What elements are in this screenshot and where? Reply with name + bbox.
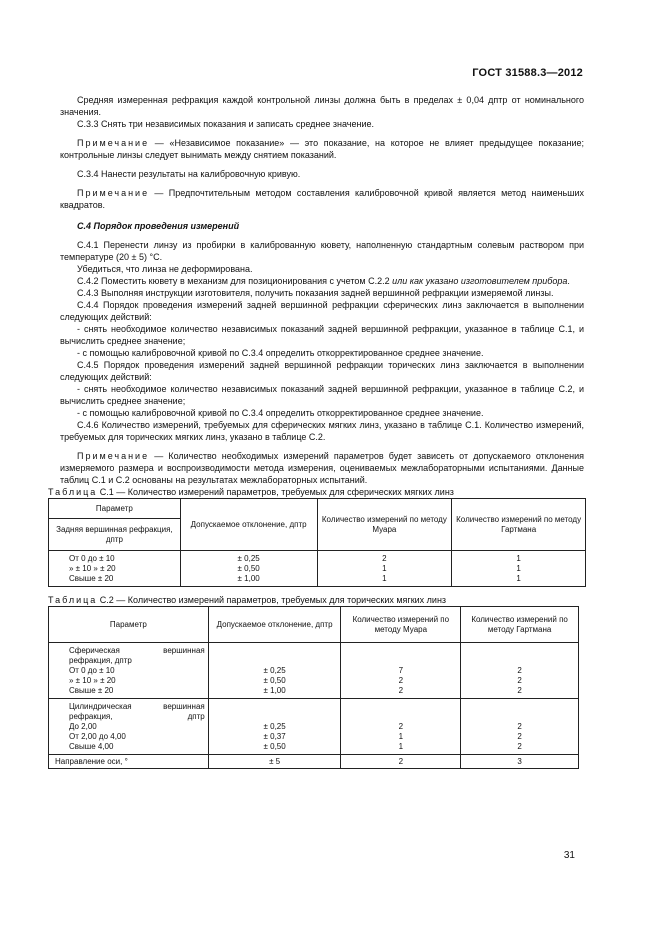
paragraph-italic: или как указано изготовителем прибора (392, 276, 568, 286)
cell: 2 (398, 676, 404, 685)
list-item: - снять необходимое количество независимых показаний задней вершинной рефракции, указанное в таблице С.1, и вычислить среднее значение; (60, 324, 584, 346)
cell: От 0 до ± 10 (69, 554, 115, 563)
cell: 2 (382, 554, 387, 563)
paragraph: С.4.5 Порядок проведения измерений задней вершинной рефракции торических линз заключается в выполнении следующих действий: (60, 360, 584, 382)
col-tolerance (208, 643, 341, 699)
header-hartmann: Количество измерений по методу Гартмана (452, 499, 586, 551)
header-param: Параметр (49, 607, 209, 643)
col-moire (317, 551, 452, 587)
cell: До 2,00 (69, 722, 97, 731)
note (60, 450, 584, 486)
cell: 2 (341, 755, 461, 769)
col-hartmann (452, 551, 586, 587)
note-label: Примечание (77, 188, 150, 198)
cell: 1 (382, 564, 387, 573)
header-subparam: Задняя вершинная рефракция, дптр (49, 519, 181, 551)
cell: 3 (461, 755, 579, 769)
cell: ± 0,37 (263, 732, 286, 741)
group-title: Сферическая вершинная рефракция, дптр (69, 646, 205, 665)
note-text: — Количество необходимых измерений параметров будет зависеть от допускаемого отклонения измеряемого размера и воспроизводимости метода измерения, оцениваемых межлабораторными испытаниями. Данные таблиц С.1 и С.2 основаны на результатах межлабораторных испытаний. (60, 451, 584, 485)
cell: 7 (398, 666, 404, 675)
cell: ± 1,00 (263, 686, 286, 695)
document-body (48, 94, 584, 769)
cell: 2 (517, 666, 522, 675)
cell: 2 (517, 686, 522, 695)
table-c1 (48, 498, 586, 587)
table-caption (48, 486, 584, 498)
note (60, 137, 584, 161)
cell: ± 0,50 (263, 742, 286, 751)
paragraph: С.4.3 Выполняя инструкции изготовителя, получить показания задней вершинной рефракции измеряемой линзы. (77, 288, 554, 298)
col-param (49, 551, 181, 587)
cell: Свыше ± 20 (69, 686, 114, 695)
cell: 2 (398, 722, 404, 731)
paragraph: С.4.6 Количество измерений, требуемых для сферических мягких линз, указано в таблице С.1. Количество измерений, требуемых для торических мягких линз, указано в таблице С.2. (60, 420, 584, 442)
cell: » ± 10 » ± 20 (69, 676, 116, 685)
paragraph-text: С.4.2 Поместить кювету в механизм для позиционирования с учетом С.2.2 (77, 276, 393, 286)
cell: 1 (516, 554, 521, 563)
table-c2 (48, 606, 579, 769)
cell: 1 (516, 574, 521, 583)
cell: Направление оси, ° (49, 755, 209, 769)
standard-header: ГОСТ 31588.3—2012 (472, 67, 583, 79)
note-label: Примечание (77, 451, 150, 461)
cell: 1 (398, 732, 404, 741)
col-param (49, 643, 209, 699)
col-moire (341, 699, 461, 755)
header-param: Параметр (49, 499, 181, 519)
paragraph (60, 275, 584, 287)
cell: ± 0,50 (263, 676, 286, 685)
note (60, 187, 584, 211)
paragraph: С.3.4 Нанести результаты на калибровочную кривую. (77, 169, 301, 179)
cell: Свыше ± 20 (69, 574, 114, 583)
list-item: - снять необходимое количество независимых показаний задней вершинной рефракции, указанное в таблице С.2, и вычислить среднее значение; (60, 384, 584, 406)
cell: 1 (516, 564, 521, 573)
cell: 1 (398, 742, 404, 751)
note-text: — «Независимое показание» — это показание, на которое не влияет предыдущее показание; контрольные линзы следует вынимать между снятием показаний. (60, 138, 584, 160)
cell: » ± 10 » ± 20 (69, 564, 116, 573)
note-label: Примечание (77, 138, 150, 148)
list-item: - с помощью калибровочной кривой по С.3.4 определить откорректированное среднее значение. (77, 348, 484, 358)
col-tolerance (180, 551, 317, 587)
cell: ± 0,25 (237, 554, 260, 563)
header-moire: Количество измерений по методу Муара (317, 499, 452, 551)
section-heading: С.4 Порядок проведения измерений (77, 221, 240, 231)
cell: ± 0,25 (263, 722, 286, 731)
header-tolerance: Допускаемое отклонение, дптр (180, 499, 317, 551)
group-title: Цилиндрическая вершинная рефракция, дптр (69, 702, 205, 721)
paragraph: Убедиться, что линза не деформирована. (77, 264, 253, 274)
cell: ± 0,50 (237, 564, 260, 573)
cell: 2 (517, 722, 522, 731)
header-moire: Количество измерений по методу Муара (341, 607, 461, 643)
col-moire (341, 643, 461, 699)
cell: 2 (517, 732, 522, 741)
page-number: 31 (563, 850, 575, 861)
cell: ± 5 (208, 755, 341, 769)
cell: 2 (517, 676, 522, 685)
cell: ± 1,00 (237, 574, 260, 583)
cell: От 2,00 до 4,00 (69, 732, 126, 741)
col-hartmann (461, 643, 579, 699)
list-item: - с помощью калибровочной кривой по С.3.4 определить откорректированное среднее значение. (77, 408, 484, 418)
cell: ± 0,25 (263, 666, 286, 675)
cell: Свыше 4,00 (69, 742, 114, 751)
col-tolerance (208, 699, 341, 755)
table-caption (48, 594, 584, 606)
caption-label: Таблица (48, 595, 98, 605)
paragraph: С.3.3 Снять три независимых показания и записать среднее значение. (77, 119, 374, 129)
caption-text: С.2 — Количество измерений параметров, требуемых для торических мягких линз (97, 595, 447, 605)
paragraph: Средняя измеренная рефракция каждой контрольной линзы должна быть в пределах ± 0,04 дптр от номинального значения. (60, 95, 584, 117)
col-param (49, 699, 209, 755)
note-text: — Предпочтительным методом составления калибровочной кривой является метод наименьших квадратов. (60, 188, 584, 210)
paragraph: С.4.1 Перенести линзу из пробирки в калиброванную кювету, наполненную стандартным солевым раствором при температуре (20 ± 5) °С. (60, 240, 584, 262)
caption-text: С.1 — Количество измерений параметров, требуемых для сферических мягких линз (97, 487, 454, 497)
header-hartmann: Количество измерений по методу Гартмана (461, 607, 579, 643)
paragraph: С.4.4 Порядок проведения измерений задней вершинной рефракции сферических линз заключается в выполнении следующих действий: (60, 300, 584, 322)
cell: От 0 до ± 10 (69, 666, 115, 675)
paragraph-text: . (567, 276, 570, 286)
header-tolerance: Допускаемое отклонение, дптр (208, 607, 341, 643)
caption-label: Таблица (48, 487, 98, 497)
cell: 2 (517, 742, 522, 751)
cell: 2 (398, 686, 404, 695)
col-hartmann (461, 699, 579, 755)
cell: 1 (382, 574, 387, 583)
